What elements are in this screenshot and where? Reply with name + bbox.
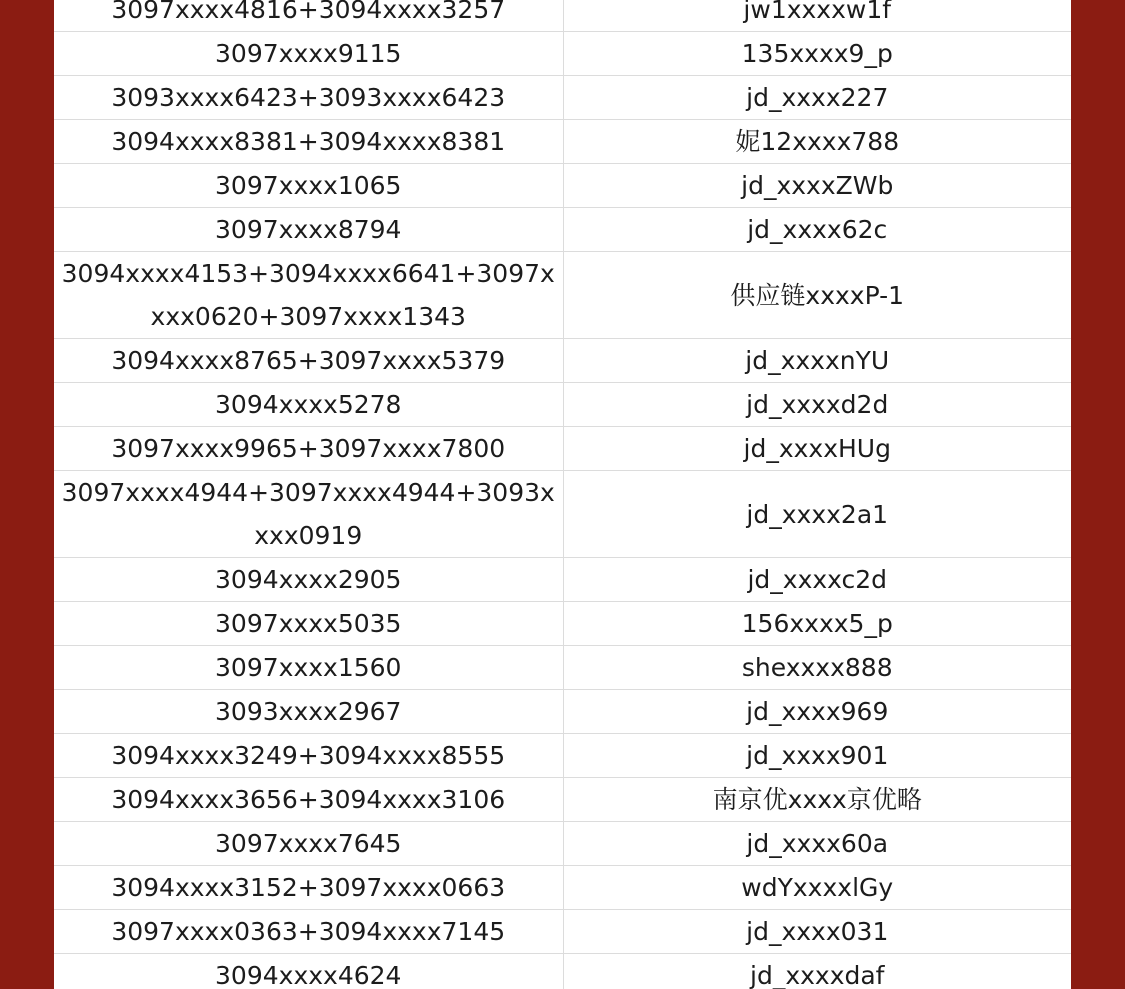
order-number-cell: 3094xxxx8765+3097xxxx5379 (54, 339, 563, 383)
table-row (54, 822, 1071, 866)
order-number-cell: 3094xxxx3249+3094xxxx8555 (54, 734, 563, 778)
account-name-cell: 供应链xxxxP-1 (563, 252, 1071, 339)
table-row (54, 910, 1071, 954)
table-row (54, 383, 1071, 427)
account-name-cell: jd_xxxx969 (563, 690, 1071, 734)
table-row (54, 778, 1071, 822)
account-name-cell: jd_xxxxdaf (563, 954, 1071, 989)
order-number-cell: 3097xxxx8794 (54, 208, 563, 252)
account-name-cell: jd_xxxxnYU (563, 339, 1071, 383)
account-name-cell: jd_xxxxZWb (563, 164, 1071, 208)
order-number-cell: 3097xxxx1560 (54, 646, 563, 690)
table-row (54, 0, 1071, 32)
table-row (54, 646, 1071, 690)
table-row (54, 120, 1071, 164)
order-number-cell: 3094xxxx8381+3094xxxx8381 (54, 120, 563, 164)
table-row (54, 208, 1071, 252)
table-row (54, 32, 1071, 76)
order-number-cell: 3097xxxx9115 (54, 32, 563, 76)
order-number-cell: 3094xxxx5278 (54, 383, 563, 427)
account-name-cell: jw1xxxxw1f (563, 0, 1071, 32)
order-number-cell: 3094xxxx4153+3094xxxx6641+3097xxxx0620+3097xxxx1343 (54, 252, 563, 339)
order-number-cell: 3094xxxx4624 (54, 954, 563, 989)
table-row (54, 602, 1071, 646)
order-number-cell: 3097xxxx5035 (54, 602, 563, 646)
table-row (54, 690, 1071, 734)
table-row (54, 339, 1071, 383)
account-name-cell: 南京优xxxx京优略 (563, 778, 1071, 822)
winner-table-body (54, 0, 1071, 989)
account-name-cell: jd_xxxxHUg (563, 427, 1071, 471)
table-row (54, 164, 1071, 208)
table-row (54, 471, 1071, 558)
order-number-cell: 3097xxxx4816+3094xxxx3257 (54, 0, 563, 32)
account-name-cell: 156xxxx5_p (563, 602, 1071, 646)
account-name-cell: jd_xxxx227 (563, 76, 1071, 120)
account-name-cell: wdYxxxxlGy (563, 866, 1071, 910)
table-row (54, 76, 1071, 120)
order-number-cell: 3097xxxx7645 (54, 822, 563, 866)
account-name-cell: 135xxxx9_p (563, 32, 1071, 76)
table-row (54, 252, 1071, 339)
table-row (54, 866, 1071, 910)
table-row (54, 954, 1071, 989)
account-name-cell: jd_xxxx901 (563, 734, 1071, 778)
account-name-cell: 妮12xxxx788 (563, 120, 1071, 164)
order-number-cell: 3097xxxx9965+3097xxxx7800 (54, 427, 563, 471)
order-number-cell: 3097xxxx4944+3097xxxx4944+3093xxxx0919 (54, 471, 563, 558)
order-number-cell: 3093xxxx6423+3093xxxx6423 (54, 76, 563, 120)
order-number-cell: 3094xxxx3656+3094xxxx3106 (54, 778, 563, 822)
account-name-cell: jd_xxxx62c (563, 208, 1071, 252)
account-name-cell: jd_xxxxd2d (563, 383, 1071, 427)
account-name-cell: jd_xxxx031 (563, 910, 1071, 954)
account-name-cell: jd_xxxx60a (563, 822, 1071, 866)
table-row (54, 558, 1071, 602)
winner-table (54, 0, 1071, 989)
account-name-cell: jd_xxxx2a1 (563, 471, 1071, 558)
winner-list-sheet (54, 0, 1071, 989)
order-number-cell: 3097xxxx1065 (54, 164, 563, 208)
order-number-cell: 3097xxxx0363+3094xxxx7145 (54, 910, 563, 954)
table-row (54, 427, 1071, 471)
table-row (54, 734, 1071, 778)
account-name-cell: shexxxx888 (563, 646, 1071, 690)
account-name-cell: jd_xxxxc2d (563, 558, 1071, 602)
order-number-cell: 3094xxxx2905 (54, 558, 563, 602)
order-number-cell: 3094xxxx3152+3097xxxx0663 (54, 866, 563, 910)
order-number-cell: 3093xxxx2967 (54, 690, 563, 734)
